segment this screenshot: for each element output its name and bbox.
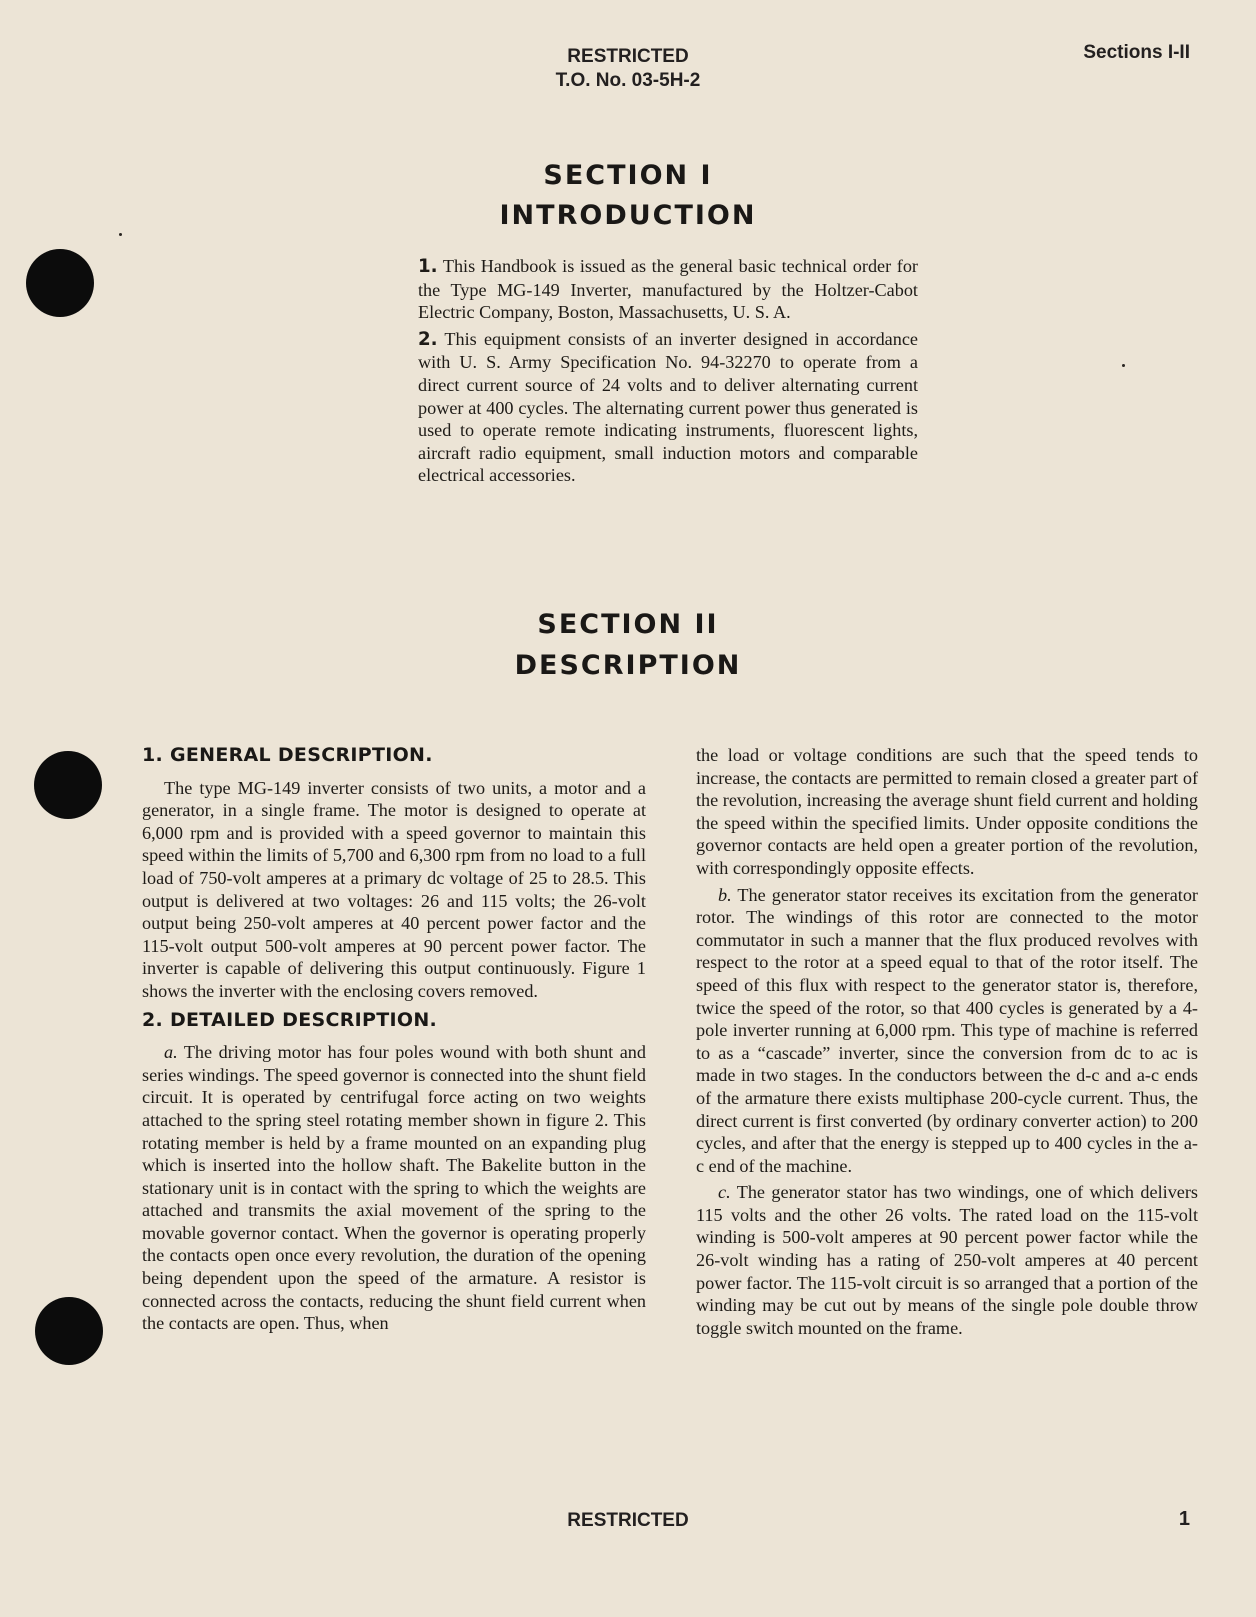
- footer-classification: RESTRICTED: [567, 1510, 689, 1531]
- paragraph-letter: a.: [164, 1042, 178, 1063]
- detailed-paragraph-c: [696, 1181, 1198, 1339]
- header-tech-order: T.O. No. 03-5H-2: [555, 70, 701, 91]
- header-sections-ref: Sections I-II: [1083, 42, 1190, 63]
- intro-paragraph-2: [418, 328, 918, 487]
- header-classification: RESTRICTED: [567, 46, 689, 67]
- detailed-paragraph-b: [696, 884, 1198, 1178]
- section1-title: INTRODUCTION: [499, 200, 757, 231]
- paragraph-number: 2.: [418, 328, 438, 350]
- paragraph-text: The generator stator has two windings, one of which delivers 115 volts and the other 26 volts. The rated load on the 115-volt winding is 500-volt amperes at 90 percent power factor while the 26-volt winding has a rating of 250-volt amperes at 40 percent power factor. The 115-volt circuit is so arranged that a portion of the winding may be cut out by means of the single pole double throw toggle switch mounted on the frame.: [696, 1182, 1198, 1338]
- paragraph-number: 1.: [418, 256, 438, 277]
- speck: [1122, 364, 1125, 367]
- paragraph-text: The driving motor has four poles wound with both shunt and series windings. The speed governor is connected into the shunt field circuit. It is operated by centrifugal force acting on two weights attached to the spring steel rotating member shown in figure 2. This rotating member is held by a frame mounted on an expanding plug which is inserted into the hollow shaft. The Bakelite button in the stationary unit is in contact with the spring to which the weights are attached and transmits the axial movement of the spring to the movable governor contact. When the governor is operating properly the contacts open once every revolution, the duration of the opening being dependent upon the speed of the armature. A resistor is connected across the contacts, reducing the shunt field current when the contacts are open. Thus, when: [142, 1042, 646, 1334]
- detailed-description-heading: 2. DETAILED DESCRIPTION.: [142, 1008, 438, 1031]
- punch-hole-middle: [34, 751, 102, 819]
- right-column: [696, 744, 1198, 1343]
- paragraph-letter: b.: [718, 884, 732, 905]
- intro-paragraph-1: [418, 255, 918, 324]
- section1-body: [418, 255, 918, 491]
- punch-hole-bottom: [35, 1297, 103, 1365]
- page-number: 1: [1178, 1508, 1190, 1530]
- section1-heading: SECTION I: [543, 160, 713, 191]
- paragraph-text: This Handbook is issued as the general basic technical order for the Type MG-149 Inverter, manufactured by the Holtzer-Cabot Electric Company, Boston, Massachusetts, U. S. A.: [418, 256, 918, 323]
- paragraph-letter: c.: [718, 1182, 731, 1203]
- section2-title: DESCRIPTION: [514, 650, 742, 681]
- speck: [119, 233, 122, 236]
- detailed-paragraph-a-continued: the load or voltage conditions are such that the speed tends to increase, the contacts are permitted to remain closed a greater part of the revolution, increasing the average shunt field current and holding the speed within the specified limits. Under opposite conditions the governor contacts are held open a greater portion of the revolution, with correspondingly opposite effects.: [696, 745, 1199, 878]
- detailed-paragraph-a: [142, 1041, 646, 1335]
- general-description-heading: 1. GENERAL DESCRIPTION.: [142, 744, 433, 766]
- punch-hole-top: [26, 249, 94, 317]
- paragraph-text: This equipment consists of an inverter designed in accordance with U. S. Army Specification No. 94-32270 to operate from a direct current source of 24 volts and to deliver alternating current power at 400 cycles. The alternating current power thus generated is used to operate remote indicating instruments, fluorescent lights, aircraft radio equipment, small induction motors and comparable electrical accessories.: [418, 328, 918, 486]
- section2-heading: SECTION II: [537, 609, 719, 640]
- general-description-text: The type MG-149 inverter consists of two units, a motor and a generator, in a single frame. The motor is designed to operate at 6,000 rpm and is provided with a speed governor to maintain this speed within the limits of 5,700 and 6,300 rpm from no load to a full load of 750-volt amperes at a primary dc voltage of 25 to 28.5. This output is delivered at two voltages: 26 and 115 volts; the 26-volt output being 250-volt amperes at 40 percent power factor and the 115-volt output 500-volt amperes at 90 percent power factor. The inverter is capable of delivering this output continuously. Figure 1 shows the inverter with the enclosing covers removed.: [142, 777, 646, 1001]
- paragraph-text: The generator stator receives its excitation from the generator rotor. The windings of this rotor are connected to the motor commutator in such a manner that the flux produced revolves with respect to the rotor at a speed equal to that of the rotor itself. The speed of this flux with respect to the generator stator is, therefore, twice the speed of the rotor, so that 400 cycles is generated by a 4-pole inverter running at 6,000 rpm. This type of machine is referred to as a “cascade” inverter, since the conversion from dc to ac is made in two stages. In the conductors between the d-c and a-c ends of the armature there exists multiphase 200-cycle current. Thus, the direct current is first converted (by ordinary converter action) to 200 cycles, and after that the energy is stepped up to 400 cycles in the a-c end of the machine.: [696, 884, 1198, 1176]
- left-column: [142, 744, 646, 1339]
